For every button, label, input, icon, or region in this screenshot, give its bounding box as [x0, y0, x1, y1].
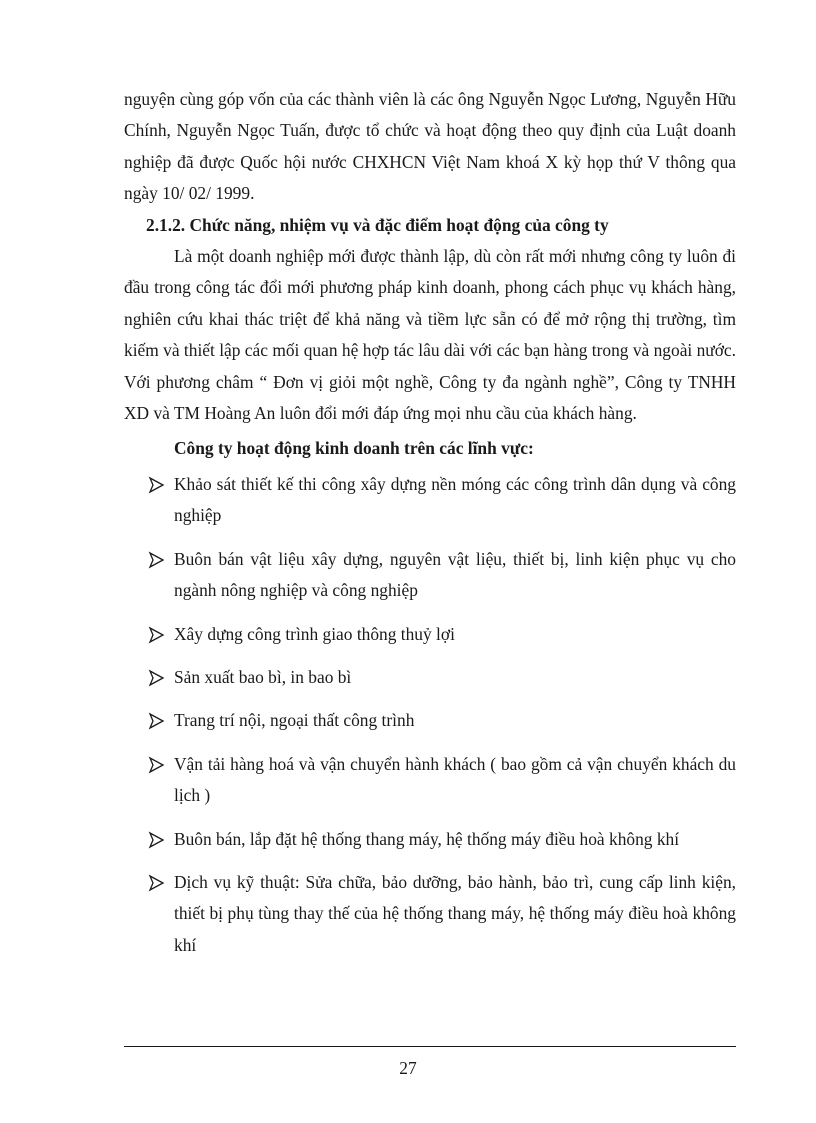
- list-item: [124, 619, 736, 650]
- document-page: [124, 84, 736, 973]
- list-item-text: Xây dựng công trình giao thông thuỷ lợi: [174, 623, 455, 644]
- arrowhead-bullet-icon: [148, 469, 166, 500]
- arrowhead-bullet-icon: [148, 749, 166, 780]
- list-item: [124, 544, 736, 607]
- arrowhead-bullet-icon: [148, 867, 166, 898]
- list-item: [124, 662, 736, 693]
- arrowhead-bullet-icon: [148, 824, 166, 855]
- list-item: [124, 705, 736, 736]
- list-item-text: Buôn bán vật liệu xây dựng, nguyên vật liệu, thiết bị, linh kiện phục vụ cho ngành nông nghiệp và công nghiệp: [174, 548, 736, 601]
- page-number: 27: [399, 1058, 417, 1078]
- fields-heading: Công ty hoạt động kinh doanh trên các lĩnh vực:: [174, 438, 534, 459]
- list-item-text: Sản xuất bao bì, in bao bì: [174, 666, 352, 687]
- list-item: [124, 749, 736, 812]
- list-item: [124, 469, 736, 532]
- list-item-text: Khảo sát thiết kế thi công xây dựng nền móng các công trình dân dụng và công nghiệp: [174, 473, 736, 526]
- arrowhead-bullet-icon: [148, 705, 166, 736]
- business-fields-list: [124, 469, 736, 961]
- footer-divider: [124, 1046, 736, 1047]
- arrowhead-bullet-icon: [148, 662, 166, 693]
- list-item-text: Trang trí nội, ngoại thất công trình: [174, 710, 415, 731]
- arrowhead-bullet-icon: [148, 619, 166, 650]
- list-item-text: Vận tải hàng hoá và vận chuyển hành khách ( bao gồm cả vận chuyển khách du lịch ): [174, 753, 736, 806]
- arrowhead-bullet-icon: [148, 544, 166, 575]
- list-item: [124, 867, 736, 961]
- section-paragraph: Là một doanh nghiệp mới được thành lập, dù còn rất mới nhưng công ty luôn đi đầu trong công tác đổi mới phương pháp kinh doanh, phong cách phục vụ khách hàng, nghiên cứu khai thác triệt để khả năng và tiềm lực sẵn có để mở rộng thị trường, tìm kiếm và thiết lập các mối quan hệ hợp tác lâu dài với các bạn hàng trong và ngoài nước. Với phương châm “ Đơn vị giỏi một nghề, Công ty đa ngành nghề”, Công ty TNHH XD và TM Hoàng An luôn đổi mới đáp ứng mọi nhu cầu của khách hàng.: [124, 246, 736, 424]
- list-item: [124, 824, 736, 855]
- section-heading: 2.1.2. Chức năng, nhiệm vụ và đặc điểm hoạt động của công ty: [146, 214, 609, 235]
- list-item-text: Dịch vụ kỹ thuật: Sửa chữa, bảo dưỡng, bảo hành, bảo trì, cung cấp linh kiện, thiết bị phụ tùng thay thế của hệ thống thang máy, hệ thống máy điều hoà không khí: [174, 871, 736, 955]
- list-item-text: Buôn bán, lắp đặt hệ thống thang máy, hệ thống máy điều hoà không khí: [174, 828, 680, 849]
- intro-paragraph: nguyện cùng góp vốn của các thành viên là các ông Nguyễn Ngọc Lương, Nguyễn Hữu Chính, Nguyễn Ngọc Tuấn, được tổ chức và hoạt động theo quy định của Luật doanh nghiệp đã được Quốc hội nước CHXHCN Việt Nam khoá X kỳ họp thứ V thông qua ngày 10/ 02/ 1999.: [124, 89, 736, 204]
